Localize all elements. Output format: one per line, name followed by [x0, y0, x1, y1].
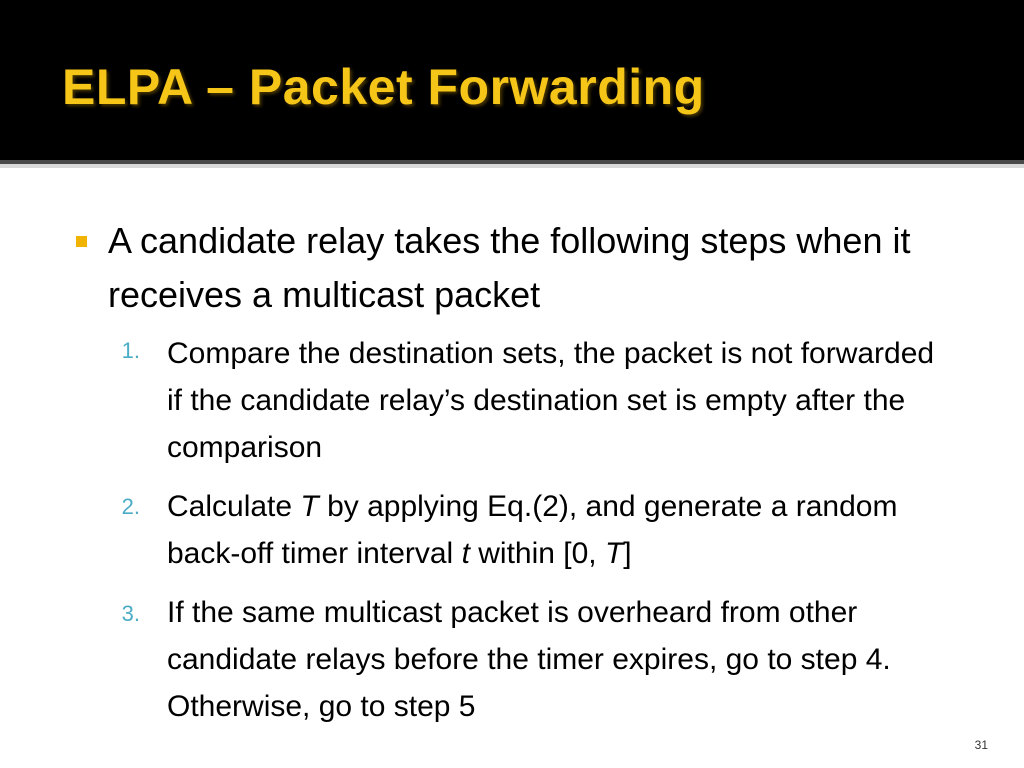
step-text — [167, 330, 957, 471]
page-number: 31 — [974, 738, 988, 752]
slide-title: ELPA – Packet Forwarding — [62, 59, 705, 115]
variable-t: t — [461, 537, 470, 570]
step-number: 3. — [121, 601, 140, 626]
step-text-part: by applying Eq.(2), and generate a random back-off timer interval — [167, 490, 898, 570]
step-number: 2. — [121, 494, 140, 519]
step-number: 1. — [121, 338, 140, 363]
step-text — [167, 483, 957, 577]
step-text-part: ] — [623, 537, 632, 570]
step-text-part: Compare the destination sets, the packet is not forwarded if the candidate relay’s destination set is empty after the comparison — [167, 337, 935, 464]
step-text-part: within [0, — [469, 537, 605, 570]
bullet-text: A candidate relay takes the following steps when it receives a multicast packet — [108, 220, 911, 315]
step-text-part: If the same multicast packet is overheard from other candidate relays before the timer expires, go to step 4. Otherwise, go to step 5 — [167, 596, 891, 723]
step-text — [167, 589, 957, 730]
variable-T: T — [604, 537, 624, 570]
bullet-icon — [76, 236, 87, 247]
step-text-part: Calculate — [167, 490, 301, 523]
variable-T: T — [300, 490, 319, 523]
